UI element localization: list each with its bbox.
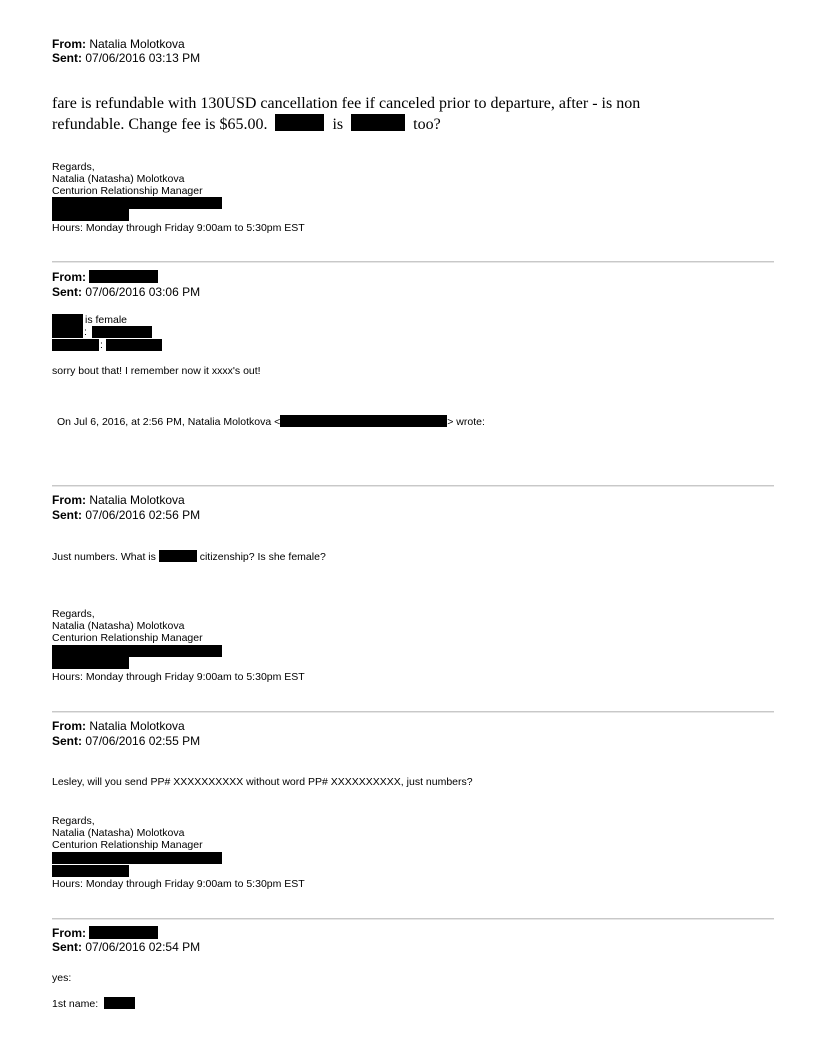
sent-time: 07/06/2016 03:13 PM [85,51,201,65]
sent-time: 07/06/2016 02:56 PM [85,508,201,522]
redaction [106,339,162,351]
signature-regards: Regards, [52,815,95,827]
sent-label: Sent: [52,285,82,299]
redaction [104,997,135,1009]
sender-name: Natalia Molotkova [89,493,185,507]
redaction [52,197,222,209]
signature-regards: Regards, [52,161,95,173]
message-4-body: Lesley, will you send PP# XXXXXXXXXX without word PP# XXXXXXXXXX, just numbers? [52,776,473,788]
sender-name: Natalia Molotkova [89,719,185,733]
redaction [52,852,222,864]
signature-title: Centurion Relationship Manager [52,185,203,197]
redaction [159,550,197,562]
message-5-sent [52,940,200,954]
redaction [52,209,129,221]
signature-hours: Hours: Monday through Friday 9:00am to 5:30pm EST [52,222,305,234]
message-5-body-2: 1st name: [52,997,135,1010]
message-2-sent [52,285,200,299]
sent-label: Sent: [52,508,82,522]
sent-label: Sent: [52,51,82,65]
message-2-line-1: is female [85,314,128,326]
redaction [92,326,152,338]
message-divider [52,261,774,263]
redaction [351,114,405,131]
signature-hours: Hours: Monday through Friday 9:00am to 5:30pm EST [52,878,305,890]
signature-regards: Regards, [52,608,95,620]
redaction [52,314,83,326]
message-1-body-line-1: fare is refundable with 130USD cancellation fee if canceled prior to departure, after - is non [52,95,641,112]
signature-name: Natalia (Natasha) Molotkova [52,173,185,185]
redaction [52,657,129,669]
signature-name: Natalia (Natasha) Molotkova [52,620,185,632]
message-divider [52,711,774,713]
sent-time: 07/06/2016 02:55 PM [85,734,201,748]
message-1-body-line-2: refundable. Change fee is $65.00. is too? [52,116,441,133]
signature-name: Natalia (Natasha) Molotkova [52,827,185,839]
message-5-from [52,926,158,940]
redaction [52,865,129,877]
message-4-from [52,719,185,733]
quote-header: On Jul 6, 2016, at 2:56 PM, Natalia Molotkova < > wrote: [57,416,485,428]
message-2-from [52,270,158,284]
redaction [280,415,447,427]
message-3-body: Just numbers. What is citizenship? Is she female? [52,551,326,563]
from-label: From: [52,37,86,51]
message-divider [52,485,774,487]
message-3-sent [52,508,200,522]
from-label: From: [52,926,86,940]
sent-label: Sent: [52,734,82,748]
sent-time: 07/06/2016 03:06 PM [85,285,201,299]
colon: : [100,339,103,351]
redaction [52,645,222,657]
sender-name: Natalia Molotkova [89,37,185,51]
message-4-sent [52,734,200,748]
from-label: From: [52,719,86,733]
redaction [52,326,83,338]
signature-hours: Hours: Monday through Friday 9:00am to 5:30pm EST [52,671,305,683]
redaction [89,270,158,283]
sent-time: 07/06/2016 02:54 PM [85,940,201,954]
message-3-from [52,493,185,507]
colon: : [84,326,87,338]
message-5-body-1: yes: [52,972,72,984]
message-divider [52,918,774,920]
message-1-from [52,37,185,51]
message-2-body: sorry bout that! I remember now it xxxx's out! [52,365,261,377]
signature-title: Centurion Relationship Manager [52,839,203,851]
redaction [89,926,158,939]
redaction [275,114,324,131]
message-1-sent [52,51,200,65]
from-label: From: [52,270,86,284]
redaction [52,339,99,351]
from-label: From: [52,493,86,507]
sent-label: Sent: [52,940,82,954]
signature-title: Centurion Relationship Manager [52,632,203,644]
